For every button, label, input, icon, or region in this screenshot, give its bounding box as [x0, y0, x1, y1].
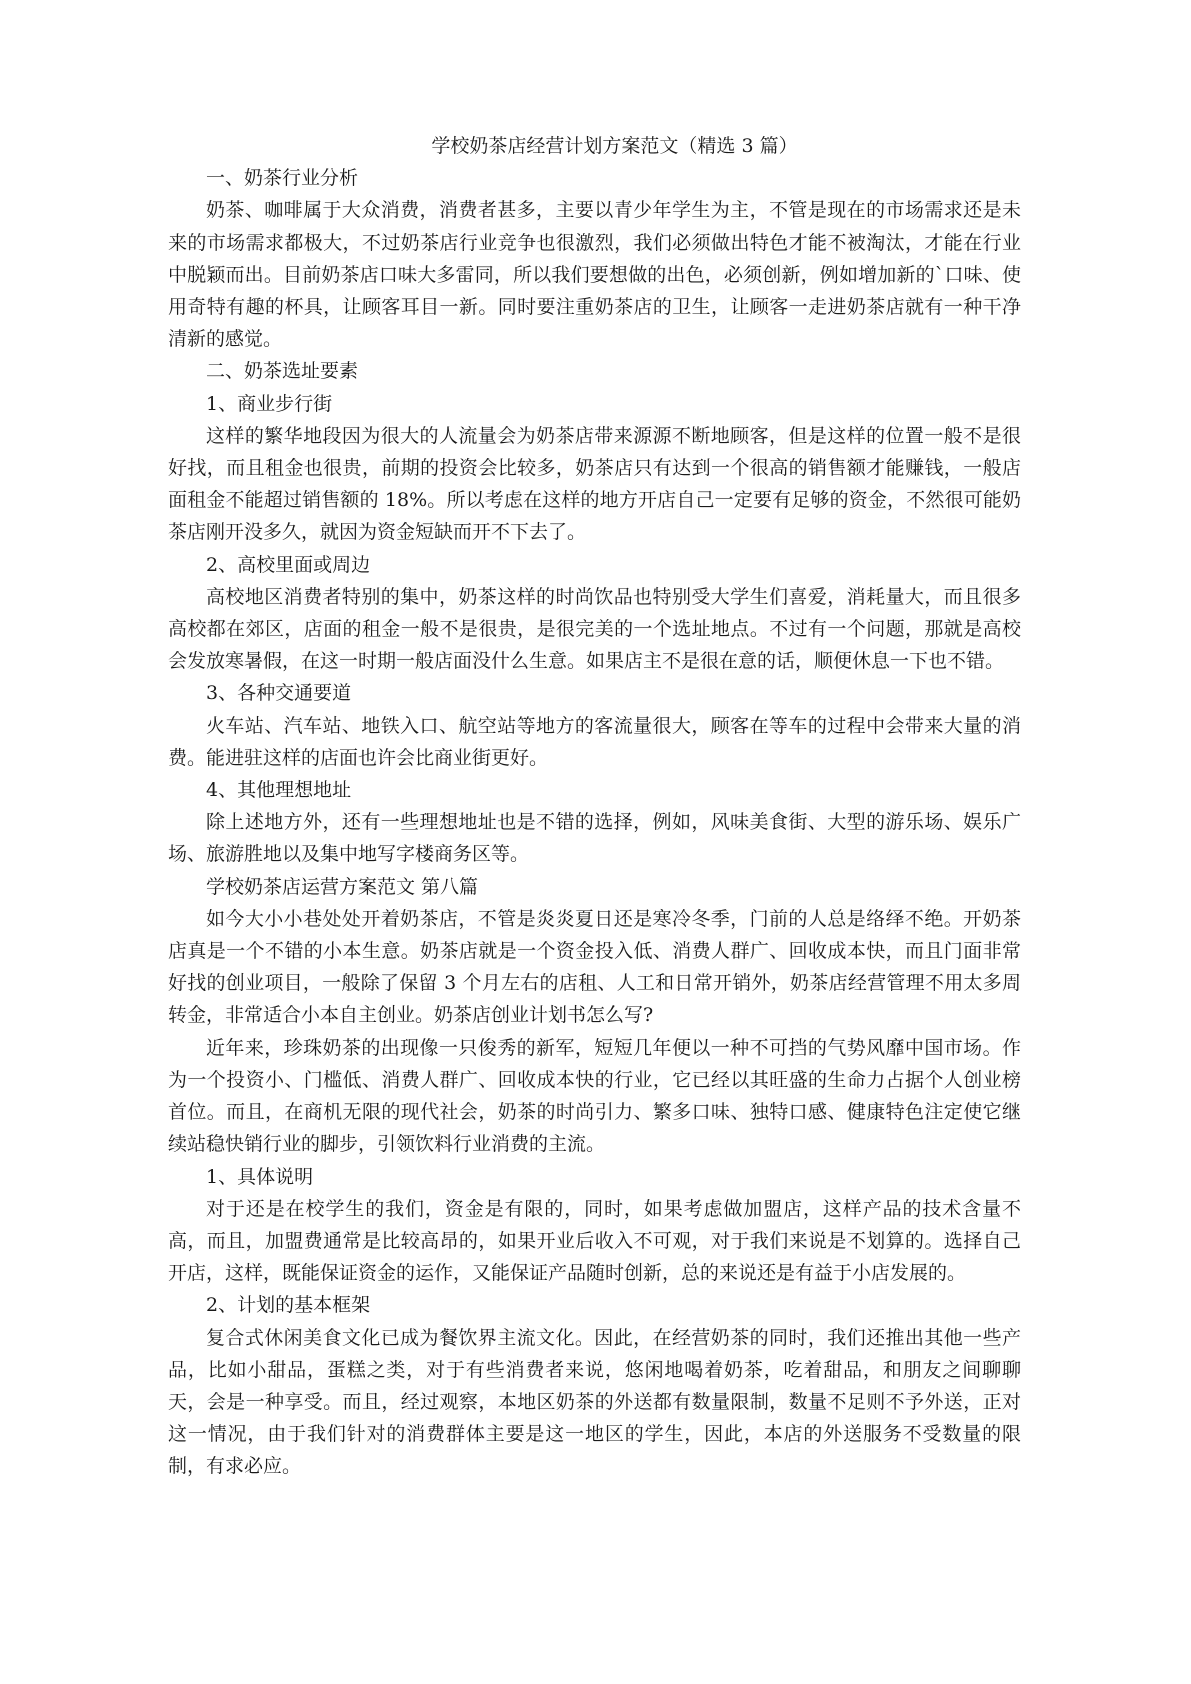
section-heading: 二、奶茶选址要素 — [206, 360, 359, 383]
section-heading: 4、其他理想地址 — [206, 779, 352, 802]
paragraph: 如今大小小巷处处开着奶茶店，不管是炎炎夏日还是寒冷冬季，门前的人总是络绎不绝。开奶茶店真是一个不错的小本生意。奶茶店就是一个资金投入低、消费人群广、回收成本快，而且门面非常好找的创业项目，一般除了保留 3 个月左右的店租、人工和日常开销外，奶茶店经营管理不用太多周转金，非常适合小本自主创业。奶茶店创业计划书怎么写? — [168, 907, 1021, 1027]
section-heading: 2、高校里面或周边 — [206, 553, 371, 576]
paragraph: 火车站、汽车站、地铁入口、航空站等地方的客流量很大，顾客在等车的过程中会带来大量的消费。能进驻这样的店面也许会比商业街更好。 — [168, 714, 1021, 769]
paragraph: 除上述地方外，还有一些理想地址也是不错的选择，例如，风味美食街、大型的游乐场、娱乐广场、旅游胜地以及集中地写字楼商务区等。 — [168, 811, 1021, 866]
paragraph: 复合式休闲美食文化已成为餐饮界主流文化。因此，在经营奶茶的同时，我们还推出其他一些产品，比如小甜品，蛋糕之类，对于有些消费者来说，悠闲地喝着奶茶，吃着甜品，和朋友之间聊聊天，会是一种享受。而且，经过观察，本地区奶茶的外送都有数量限制，数量不足则不予外送，正对这一情况，由于我们针对的消费群体主要是这一地区的学生，因此，本店的外送服务不受数量的限制，有求必应。 — [168, 1326, 1021, 1478]
section-heading: 2、计划的基本框架 — [206, 1294, 371, 1317]
section-heading: 一、奶茶行业分析 — [206, 167, 359, 190]
document-title: 学校奶茶店经营计划方案范文（精选 3 篇） — [431, 135, 798, 157]
document-page — [168, 130, 1021, 1483]
paragraph: 这样的繁华地段因为很大的人流量会为奶茶店带来源源不断地顾客，但是这样的位置一般不是很好找，而且租金也很贵，前期的投资会比较多，奶茶店只有达到一个很高的销售额才能赚钱，一般店面租金不能超过销售额的 18%。所以考虑在这样的地方开店自己一定要有足够的资金，不然很可能奶茶店刚开没多久，就因为资金短缺而开不下去了。 — [168, 424, 1021, 544]
paragraph: 近年来，珍珠奶茶的出现像一只俊秀的新军，短短几年便以一种不可挡的气势风靡中国市场。作为一个投资小、门槛低、消费人群广、回收成本快的行业，它已经以其旺盛的生命力占据个人创业榜首位。而且，在商机无限的现代社会，奶茶的时尚引力、繁多口味、独特口感、健康特色注定使它继续站稳快销行业的脚步，引领饮料行业消费的主流。 — [168, 1036, 1021, 1156]
section-heading: 3、各种交通要道 — [206, 682, 352, 705]
paragraph: 高校地区消费者特别的集中，奶茶这样的时尚饮品也特别受大学生们喜爱，消耗量大，而且很多高校都在郊区，店面的租金一般不是很贵，是很完美的一个选址地点。不过有一个问题，那就是高校会发放寒暑假，在这一时期一般店面没什么生意。如果店主不是很在意的话，顺便休息一下也不错。 — [168, 585, 1021, 673]
document-body — [168, 162, 1021, 1482]
paragraph: 奶茶、咖啡属于大众消费，消费者甚多，主要以青少年学生为主，不管是现在的市场需求还是未来的市场需求都极大，不过奶茶店行业竞争也很激烈，我们必须做出特色才能不被淘汰，才能在行业中脱颖而出。目前奶茶店口味大多雷同，所以我们要想做的出色，必须创新，例如增加新的`口味、使用奇特有趣的杯具，让顾客耳目一新。同时要注重奶茶店的卫生，让顾客一走进奶茶店就有一种干净清新的感觉。 — [168, 199, 1021, 351]
paragraph: 对于还是在校学生的我们，资金是有限的，同时，如果考虑做加盟店，这样产品的技术含量不高，而且，加盟费通常是比较高昂的，如果开业后收入不可观，对于我们来说是不划算的。选择自己开店，这样，既能保证资金的运作，又能保证产品随时创新，总的来说还是有益于小店发展的。 — [168, 1197, 1021, 1285]
section-heading: 1、具体说明 — [206, 1165, 314, 1188]
section-heading: 1、商业步行街 — [206, 392, 333, 415]
section-heading: 学校奶茶店运营方案范文 第八篇 — [206, 875, 479, 898]
